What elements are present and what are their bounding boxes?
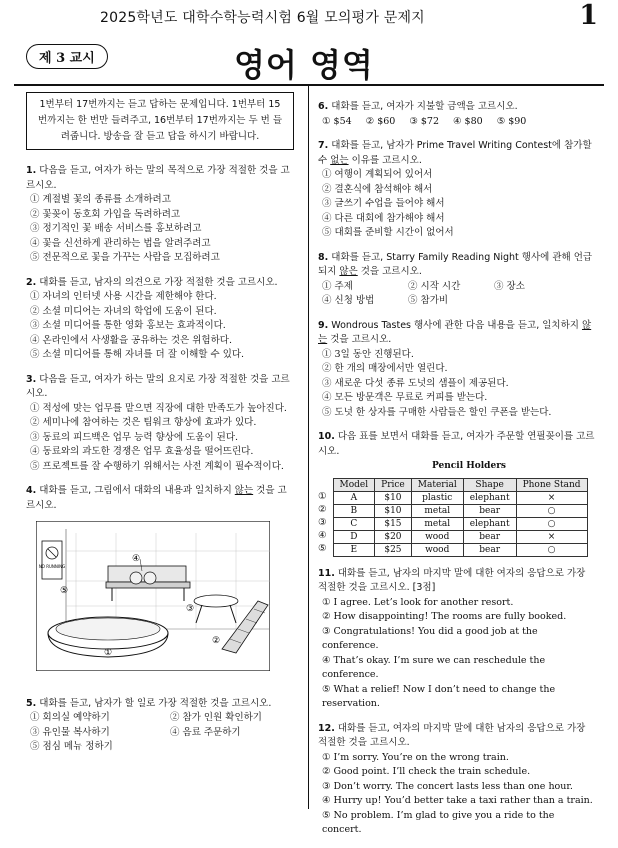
table-cell: × [516, 530, 587, 543]
table-cell: elephant [463, 491, 516, 504]
table-cell: × [516, 491, 587, 504]
options-row [318, 115, 596, 130]
stem-underline: 않는 [318, 319, 592, 345]
option[interactable]: ① 주제 [322, 280, 353, 292]
question-6 [318, 100, 596, 129]
option[interactable]: ② 세미나에 참여하는 것은 팀워크 향상에 효과가 있다. [30, 417, 257, 428]
round-table [194, 595, 238, 607]
option[interactable]: ④ 온라인에서 사생활을 공유하는 것은 위험하다. [30, 334, 232, 346]
option[interactable]: ③ Congratulations! You did a good job at the conference. [322, 625, 538, 651]
ball [130, 572, 142, 584]
table-cell: elephant [463, 517, 516, 530]
column-header: Model [333, 478, 375, 491]
question-stem: 대화를 듣고, 여자가 지불할 금액을 고르시오. [331, 101, 518, 112]
instructions-box: 1번부터 17번까지는 듣고 답하는 문제입니다. 1번부터 15번까지는 한 번만 들려주고, 16번부터 17번까지는 두 번 들려줍니다. 방송을 잘 듣고 답을 하시기 바랍니다. [26, 92, 294, 150]
page-number: 1 [579, 0, 598, 31]
column-divider [308, 86, 309, 809]
option[interactable]: ② 한 개의 매장에서만 열린다. [322, 363, 448, 374]
option[interactable]: ① 3일 동안 진행된다. [322, 348, 414, 360]
question-stem-end: 것을 고르시오. [327, 334, 392, 345]
option[interactable]: ② 결혼식에 참석해야 해서 [322, 183, 433, 195]
question-number: 10. [318, 431, 335, 442]
table-cell: $15 [375, 517, 412, 530]
table-cell: B [333, 504, 375, 517]
options-grid [318, 280, 596, 309]
option[interactable]: ② 참가 인원 확인하기 [170, 712, 262, 723]
table-cell: $10 [375, 504, 412, 517]
question-stem: 다음을 듣고, 여자가 하는 말의 목적으로 가장 적절한 것을 고르시오. [26, 165, 290, 191]
option[interactable]: ② 소셜 미디어는 자녀의 학업에 도움이 된다. [30, 305, 217, 317]
table-cell: bear [463, 504, 516, 517]
option[interactable]: ④ $80 [453, 115, 483, 127]
option[interactable]: ⑤ [318, 542, 327, 554]
question-stem-end: 것을 고르시오. [357, 266, 422, 277]
table-cell: ○ [516, 543, 587, 556]
options-grid [26, 711, 294, 755]
option[interactable]: ⑤ 점심 메뉴 정하기 [30, 741, 113, 752]
option[interactable]: ④ [318, 529, 327, 541]
left-column [26, 92, 294, 765]
option[interactable]: ④ Hurry up! You’d better take a taxi rather than a train. [322, 795, 593, 806]
question-stem: 대화를 듣고, 그림에서 대화의 내용과 일치하지 [39, 485, 235, 496]
table-row [333, 491, 587, 504]
option[interactable]: ① 적성에 맞는 업무를 맡으면 직장에 대한 만족도가 높아진다. [30, 402, 287, 414]
table-cell: metal [411, 504, 463, 517]
subject-title: 영어 영역 [234, 46, 374, 84]
option[interactable]: ④ 동료와의 과도한 경쟁은 업무 효율성을 떨어뜨린다. [30, 446, 254, 457]
table-row [333, 543, 587, 556]
table-cell: A [333, 491, 375, 504]
table-cell: $25 [375, 543, 412, 556]
table-cell: plastic [411, 491, 463, 504]
table-cell: bear [463, 530, 516, 543]
question-stem: 대화를 듣고, 남자의 마지막 말에 대한 여자의 응답으로 가장 적절한 것을 고르시오. [3점] [318, 567, 586, 593]
option[interactable]: ⑤ No problem. I’m glad to give you a ride to the concert. [322, 809, 555, 835]
option[interactable]: ④ That’s okay. I’m sure we can reschedule the conference. [322, 654, 546, 680]
question-number: 12. [318, 722, 335, 734]
option[interactable]: ① 회의실 예약하기 [30, 712, 110, 723]
table-cell: ○ [516, 517, 587, 530]
stem-underline: 않은 [339, 266, 358, 277]
option[interactable]: ③ 동료의 피드백은 업무 능력 향상에 도움이 된다. [30, 431, 239, 443]
table-cell: ○ [516, 504, 587, 517]
option[interactable]: ③ [318, 516, 327, 528]
table-row [333, 504, 587, 517]
table-cell: bear [463, 543, 516, 556]
marker-4: ④ [132, 554, 141, 564]
option[interactable]: ④ 다른 대회에 참가해야 해서 [322, 212, 445, 224]
ball [144, 572, 156, 584]
sign-text: NO RUNNING [38, 564, 66, 569]
column-header: Price [375, 478, 412, 491]
question-stem: 대화를 듣고, 남자가 할 일로 가장 적절한 것을 고르시오. [39, 697, 272, 709]
table-wrap [318, 476, 596, 557]
question-number: 7. [318, 140, 329, 151]
table-header-row [333, 478, 587, 491]
question-stem: Wondrous Tastes 행사에 관한 다음 내용을 듣고, 일치하지 [331, 319, 582, 331]
option[interactable]: ⑤ 참가비 [408, 295, 449, 306]
option[interactable]: ④ 모든 방문객은 무료로 커피를 받는다. [322, 392, 488, 403]
stem-underline: 않는 [234, 485, 254, 496]
option[interactable]: ⑤ What a relief! Now I don’t need to change the reservation. [322, 683, 556, 709]
table-cell: D [333, 530, 375, 543]
option[interactable]: ⑤ 소셜 미디어를 통해 자녀를 더 잘 이해할 수 있다. [30, 349, 245, 360]
question-stem: 대화를 듣고, 남자가 Prime Travel Writing Contest에 참가할 수 [318, 140, 592, 166]
option[interactable]: ③ 소셜 미디어를 통한 영화 홍보는 효과적이다. [30, 320, 226, 331]
question-stem: 대화를 듣고, 여자의 마지막 말에 대한 남자의 응답으로 가장 적절한 것을 고르시오. [318, 722, 586, 748]
table-row [333, 530, 587, 543]
option[interactable]: ② $60 [365, 115, 396, 127]
question-11 [318, 567, 596, 712]
question-number: 5. [26, 697, 37, 709]
table-cell: C [333, 517, 375, 530]
question-stem: 대화를 듣고, Starry Family Reading Night 행사에 관해 언급되지 [318, 251, 593, 277]
marker-5: ⑤ [60, 586, 69, 596]
option[interactable]: ⑤ $90 [496, 115, 527, 127]
table-cell: $10 [375, 491, 412, 504]
table-row [333, 517, 587, 530]
question-10 [318, 430, 596, 557]
option[interactable]: ⑤ 도넛 한 상자를 구매한 사람들은 할인 쿠폰을 받는다. [322, 406, 552, 418]
table-cell: E [333, 543, 375, 556]
option[interactable]: ③ 정기적인 꽃 배송 서비스를 홍보하려고 [30, 223, 202, 234]
marker-1: ① [104, 648, 113, 658]
option[interactable]: ① 자녀의 인터넷 사용 시간을 제한해야 한다. [30, 291, 217, 302]
column-header: Material [411, 478, 463, 491]
question-number: 9. [318, 319, 329, 331]
option[interactable]: ② Good point. I’ll check the train schedule. [322, 766, 531, 777]
option[interactable]: ② How disappointing! The rooms are fully booked. [322, 611, 567, 622]
right-column [318, 100, 596, 848]
column-header: Shape [463, 478, 516, 491]
table-cell: $20 [375, 530, 412, 543]
question-stem-end: 이유를 고르시오. [348, 154, 422, 166]
pencil-holders-table [333, 478, 588, 557]
question-7 [318, 139, 596, 241]
question-stem-end: 것을 고르시오. [26, 485, 287, 511]
left-question-list [26, 164, 294, 474]
question-stem: 대화를 듣고, 남자의 의견으로 가장 적절한 것을 고르시오. [39, 276, 278, 288]
option[interactable]: ③ $72 [409, 115, 440, 127]
pool-scene-illustration [36, 521, 270, 671]
option[interactable]: ③ 장소 [494, 280, 525, 292]
column-header: Phone Stand [516, 478, 587, 491]
header-divider [14, 84, 604, 86]
table-cell: wood [411, 530, 463, 543]
option[interactable]: ④ 신청 방법 [322, 295, 375, 306]
option[interactable]: ③ 새로운 다섯 종류 도넛의 샘플이 제공된다. [322, 377, 509, 389]
option[interactable]: ② 꽃꽂이 동호회 가입을 독려하려고 [30, 208, 181, 220]
option[interactable]: ⑤ 프로젝트를 잘 수행하기 위해서는 사전 계획이 필수적이다. [30, 460, 284, 472]
question-number: 3. [26, 373, 37, 385]
table-cell: metal [411, 517, 463, 530]
question-number: 8. [318, 251, 329, 263]
exam-title: 2025학년도 대학수학능력시험 6월 모의평가 문제지 [100, 10, 425, 26]
option[interactable]: ⑤ 전문적으로 꽃을 가꾸는 사람을 모집하려고 [30, 252, 220, 263]
question-2 [26, 276, 294, 363]
question-number: 6. [318, 101, 329, 112]
option[interactable]: ① 계절별 꽃의 종류를 소개하려고 [30, 194, 171, 205]
question-number: 1. [26, 165, 37, 176]
option[interactable]: ① I agree. Let’s look for another resort. [322, 596, 514, 608]
session-badge: 제 3 교시 [26, 44, 108, 69]
row-option-numbers [318, 476, 327, 555]
option[interactable]: ① [318, 490, 327, 502]
question-4 [26, 484, 294, 687]
question-number: 2. [26, 276, 37, 288]
option[interactable]: ③ 글쓰기 수업을 들어야 해서 [322, 198, 445, 209]
table-title: Pencil Holders [432, 461, 506, 471]
option[interactable]: ③ Don’t worry. The concert lasts less than one hour. [322, 780, 573, 792]
question-stem: 다음을 듣고, 여자가 하는 말의 요지로 가장 적절한 것을 고르시오. [26, 373, 290, 399]
option[interactable]: ③ 유인물 복사하기 [30, 726, 110, 738]
question-1 [26, 164, 294, 266]
marker-2: ② [212, 636, 221, 646]
option[interactable]: ① $54 [322, 115, 352, 127]
option[interactable]: ② [318, 503, 327, 515]
stem-underline: 없는 [330, 154, 349, 166]
question-number: 4. [26, 485, 37, 496]
question-8 [318, 251, 596, 309]
question-12 [318, 722, 596, 838]
question-5 [26, 697, 294, 755]
option[interactable]: ④ 음료 주문하기 [170, 726, 241, 738]
page-header [0, 0, 618, 84]
table-cell: wood [411, 543, 463, 556]
question-9 [318, 319, 596, 421]
option[interactable]: ① I’m sorry. You’re on the wrong train. [322, 751, 509, 763]
option[interactable]: ④ 꽃을 신선하게 관리하는 법을 알려주려고 [30, 237, 211, 249]
question-stem: 다음 표를 보면서 대화를 듣고, 여자가 주문할 연필꽂이를 고르시오. [318, 431, 595, 457]
option[interactable]: ① 여행이 계획되어 있어서 [322, 169, 433, 180]
question-3 [26, 373, 294, 475]
option[interactable]: ② 시작 시간 [408, 280, 461, 292]
option[interactable]: ⑤ 대회를 준비할 시간이 없어서 [322, 227, 454, 238]
question-number: 11. [318, 567, 335, 579]
table-body [333, 491, 587, 556]
marker-3: ③ [186, 604, 195, 614]
